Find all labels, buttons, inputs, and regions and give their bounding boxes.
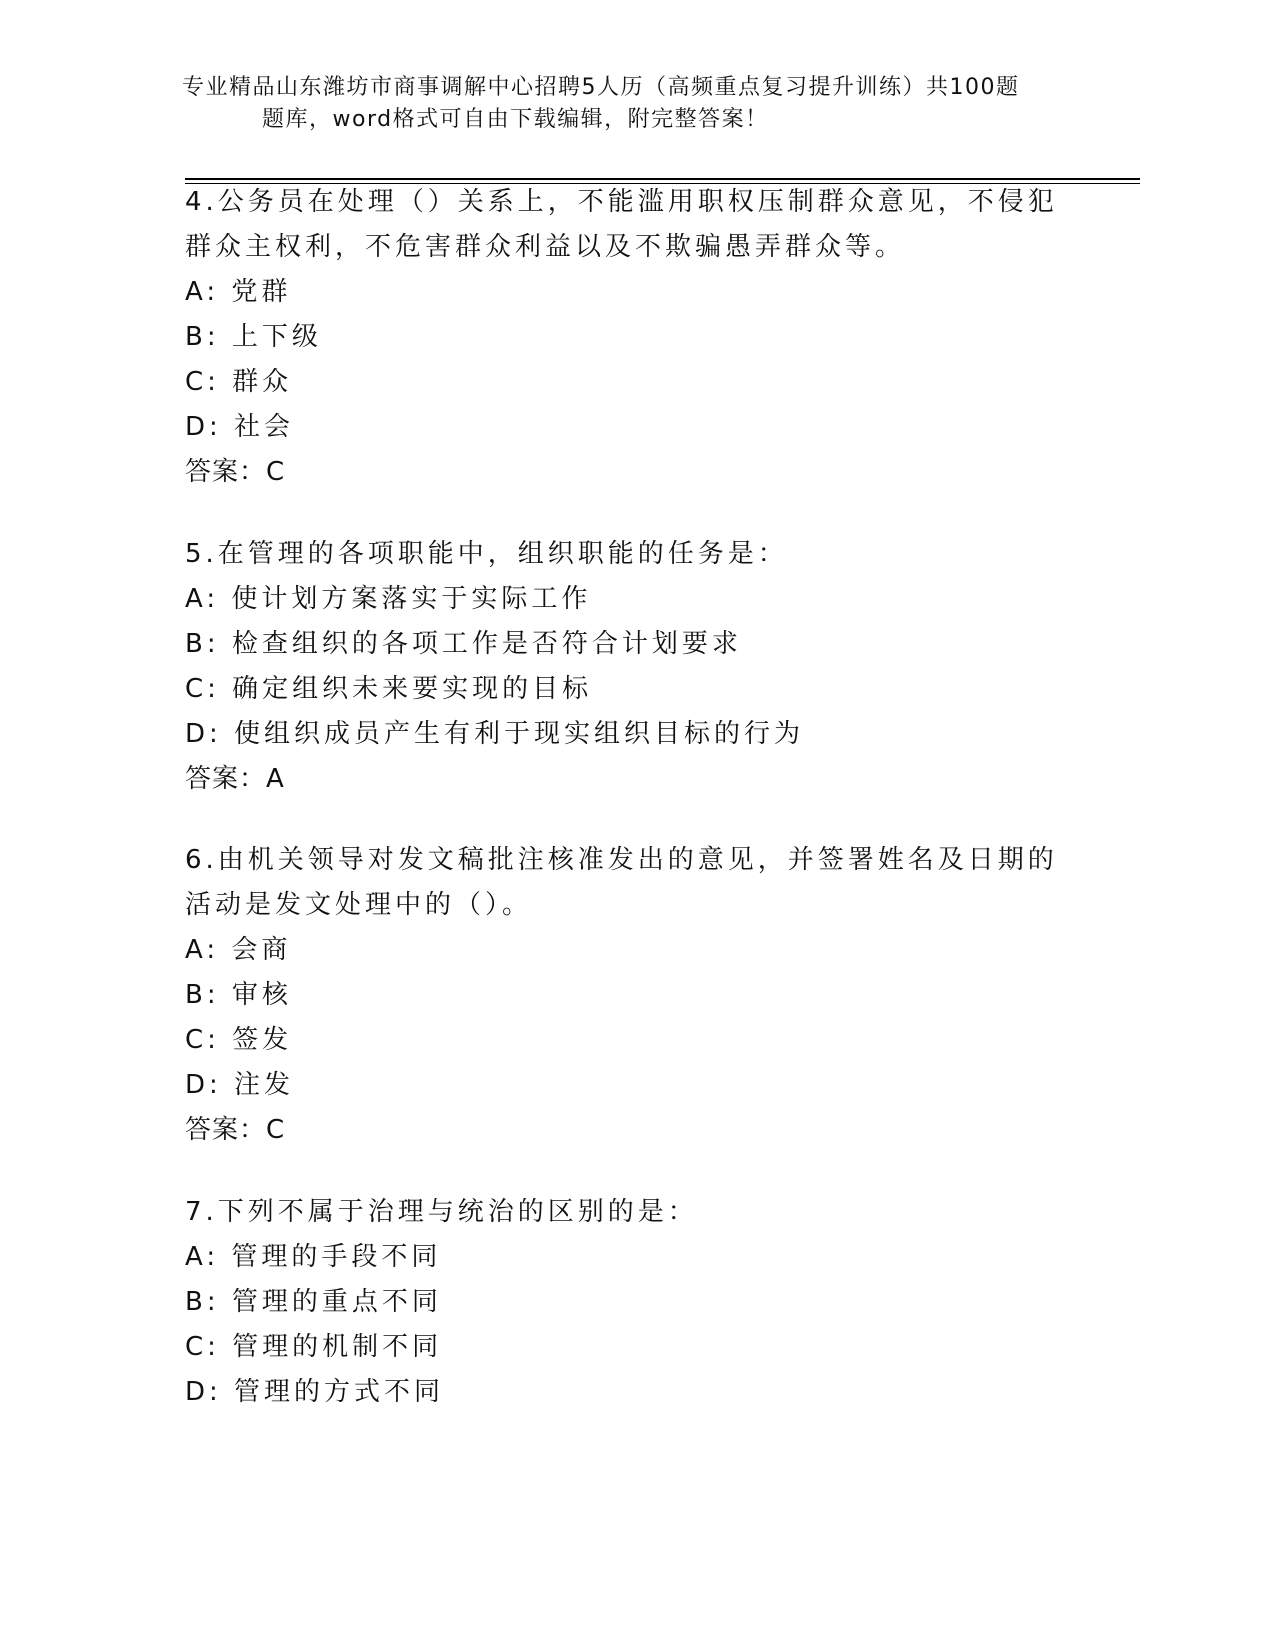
option-d: D: 管理的方式不同	[185, 1377, 445, 1407]
question-7	[185, 1190, 1065, 1415]
option-c: C: 签发	[185, 1025, 293, 1055]
question-stem: 5.在管理的各项职能中，组织职能的任务是：	[185, 539, 788, 569]
option-a: A: 会商	[185, 935, 292, 965]
option-a: A: 管理的手段不同	[185, 1242, 442, 1272]
header-line-1: 专业精品山东潍坊市商事调解中心招聘5人历（高频重点复习提升训练）共100题	[182, 75, 1020, 100]
option-c: C: 管理的机制不同	[185, 1332, 443, 1362]
answer: 答案：C	[185, 1115, 286, 1145]
option-a: A: 党群	[185, 277, 292, 307]
header-line-2: 题库，word格式可自由下载编辑，附完整答案！	[262, 107, 769, 132]
question-stem: 6.由机关领导对发文稿批注核准发出的意见，并签署姓名及日期的活动是发文处理中的（）。	[185, 845, 1058, 920]
answer: 答案：C	[185, 457, 286, 487]
answer: 答案：A	[185, 764, 285, 794]
question-4	[185, 180, 1065, 495]
option-c: C: 确定组织未来要实现的目标	[185, 674, 593, 704]
option-c: C: 群众	[185, 367, 293, 397]
option-d: D: 使组织成员产生有利于现实组织目标的行为	[185, 719, 805, 749]
option-b: B: 上下级	[185, 322, 322, 352]
question-5	[185, 532, 1065, 802]
option-b: B: 管理的重点不同	[185, 1287, 442, 1317]
option-b: B: 检查组织的各项工作是否符合计划要求	[185, 629, 742, 659]
option-d: D: 社会	[185, 412, 295, 442]
question-6	[185, 838, 1065, 1153]
option-a: A: 使计划方案落实于实际工作	[185, 584, 592, 614]
question-stem: 7.下列不属于治理与统治的区别的是：	[185, 1197, 698, 1227]
option-d: D: 注发	[185, 1070, 295, 1100]
document-header	[182, 72, 1082, 136]
question-stem: 4.公务员在处理（）关系上，不能滥用职权压制群众意见，不侵犯群众主权利，不危害群众利益以及不欺骗愚弄群众等。	[185, 187, 1058, 262]
option-b: B: 审核	[185, 980, 292, 1010]
